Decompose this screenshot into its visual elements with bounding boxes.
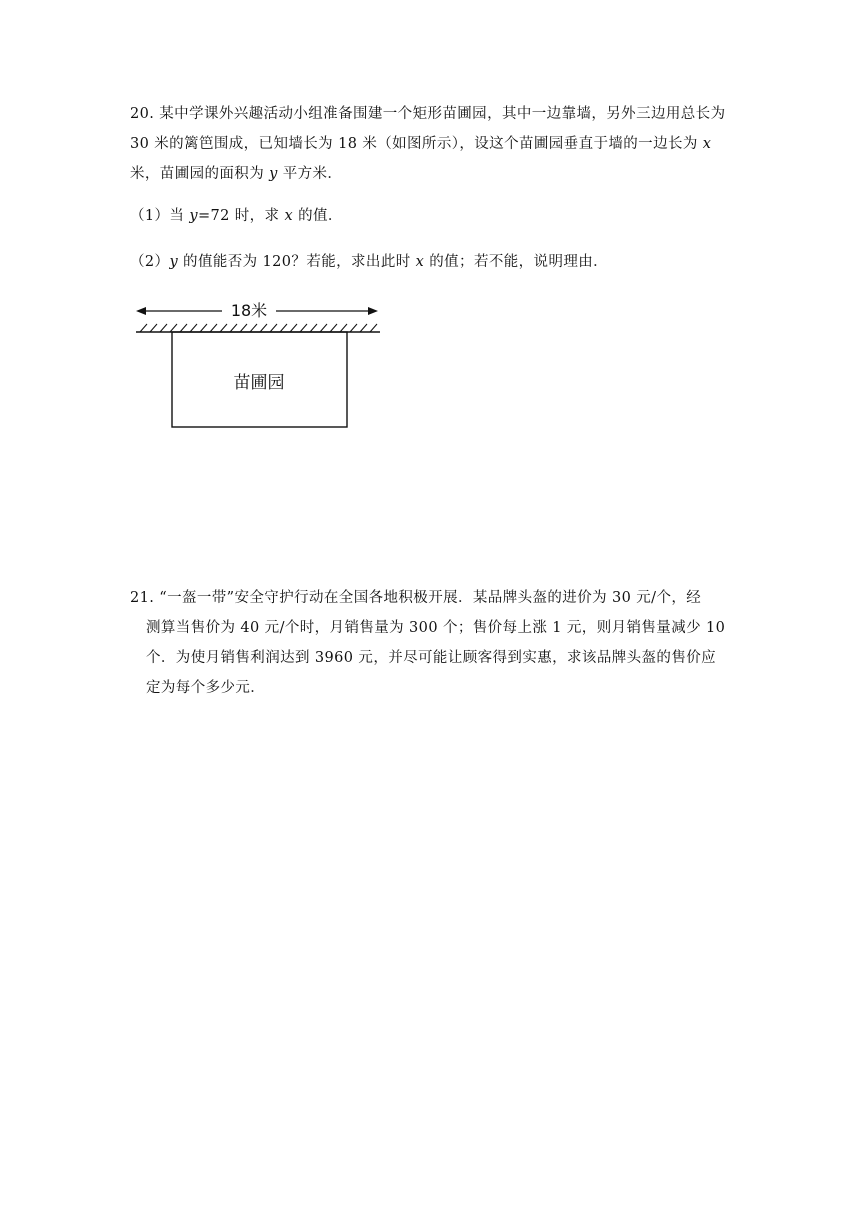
wall-hatch-mark <box>150 324 157 332</box>
wall-hatch-mark <box>330 324 337 332</box>
q20-text: 平方米． <box>282 166 343 182</box>
garden-label: 苗圃园 <box>233 373 285 393</box>
q21-text: 测算当售价为 40 元/个时，月销售量为 300 个；售价每上涨 1 元，则月销售量减少 10 <box>146 620 726 636</box>
variable-x: x <box>702 136 712 152</box>
wall-hatch-mark <box>290 324 297 332</box>
wall-hatch-mark <box>220 324 227 332</box>
wall-hatch-mark <box>280 324 287 332</box>
q20-text: 20. 某中学课外兴趣活动小组准备围建一个矩形苗圃园，其中一边靠墙，另外三边用总长为 <box>130 106 726 122</box>
wall-hatch-mark <box>180 324 187 332</box>
variable-y: y <box>269 166 278 182</box>
q20-line-1 <box>130 104 725 124</box>
wall-hatch-mark <box>300 324 307 332</box>
q21-line-3 <box>146 648 716 668</box>
wall-hatch-mark <box>190 324 197 332</box>
wall-hatch-mark <box>270 324 277 332</box>
q21-text: 个．为使月销售利润达到 3960 元，并尽可能让顾客得到实惠，求该品牌头盔的售价应 <box>146 650 717 666</box>
variable-x: x <box>415 254 425 270</box>
wall-hatch-mark <box>170 324 177 332</box>
wall <box>136 324 380 332</box>
q20-text: 30 米的篱笆围成，已知墙长为 18 米（如图所示），设这个苗圃园垂直于墙的一边长为 <box>130 136 698 152</box>
q20-text: 米，苗圃园的面积为 <box>130 166 265 182</box>
part-2-text: 的值；若不能，说明理由． <box>429 254 609 270</box>
wall-hatch-mark <box>370 324 377 332</box>
wall-hatch-mark <box>210 324 217 332</box>
wall-hatch-mark <box>350 324 357 332</box>
q21-line-4 <box>146 678 265 698</box>
variable-x: x <box>284 208 294 224</box>
wall-hatch-mark <box>360 324 367 332</box>
wall-hatch-mark <box>140 324 147 332</box>
variable-y: y <box>169 254 179 270</box>
wall-hatch-mark <box>310 324 317 332</box>
variable-y: y <box>189 208 198 224</box>
part-1-text: =72 时，求 <box>197 208 280 224</box>
wall-hatch-mark <box>320 324 327 332</box>
part-2-text: （2） <box>130 254 170 270</box>
wall-hatch-mark <box>230 324 237 332</box>
q21-text: 定为每个多少元． <box>146 680 266 696</box>
wall-hatch-mark <box>240 324 247 332</box>
wall-hatch-mark <box>340 324 347 332</box>
q20-part-2 <box>130 252 608 272</box>
part-2-text: 的值能否为 120？若能，求出此时 <box>183 254 411 270</box>
wall-hatch-mark <box>200 324 207 332</box>
wall-hatch-mark <box>260 324 267 332</box>
q20-part-1 <box>130 206 343 226</box>
garden-diagram <box>130 296 390 436</box>
q21-line-2 <box>146 618 725 638</box>
wall-length-label: 18米 <box>230 301 268 320</box>
q20-line-3 <box>130 164 342 184</box>
part-1-text: 的值． <box>298 208 343 224</box>
q21-line-1 <box>130 588 701 608</box>
q20-line-2 <box>130 134 711 154</box>
part-1-text: （1）当 <box>130 208 185 224</box>
q21-text: 21. “一盔一带”安全守护行动在全国各地积极开展．某品牌头盔的进价为 30 元/个，经 <box>130 590 702 606</box>
wall-hatch-mark <box>160 324 167 332</box>
wall-hatch-mark <box>250 324 257 332</box>
